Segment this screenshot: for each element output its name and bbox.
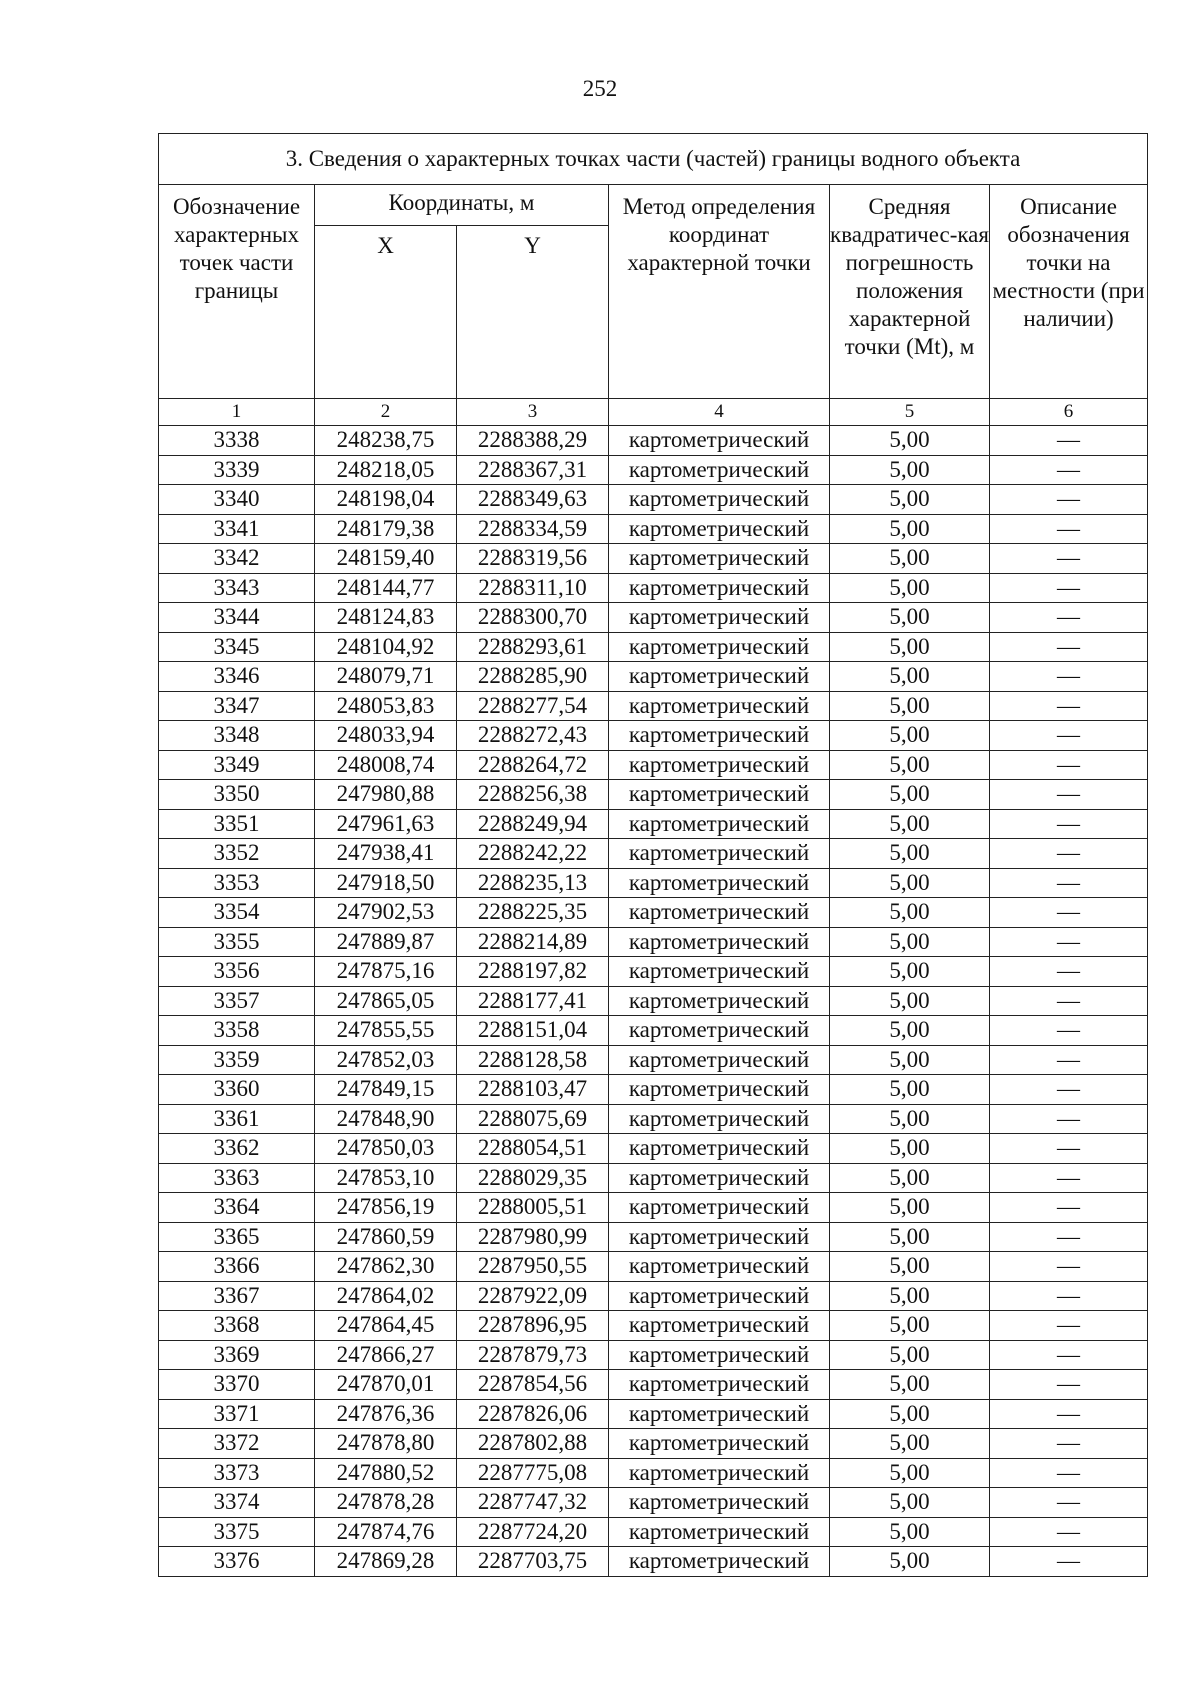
header-description: Описание обозначения точки на местности (при наличии) xyxy=(990,185,1148,399)
y-coordinate-cell: 2288225,35 xyxy=(457,898,609,928)
y-coordinate-cell: 2288197,82 xyxy=(457,957,609,987)
y-coordinate-cell: 2288103,47 xyxy=(457,1075,609,1105)
method-cell: картометрический xyxy=(609,839,830,869)
mean-error-cell: 5,00 xyxy=(830,780,990,810)
x-coordinate-cell: 248238,75 xyxy=(315,426,457,456)
description-cell: — xyxy=(990,721,1148,751)
mean-error-cell: 5,00 xyxy=(830,927,990,957)
y-coordinate-cell: 2288005,51 xyxy=(457,1193,609,1223)
point-id-cell: 3371 xyxy=(159,1399,315,1429)
table-row xyxy=(159,544,1148,574)
mean-error-cell: 5,00 xyxy=(830,1104,990,1134)
y-coordinate-cell: 2287724,20 xyxy=(457,1517,609,1547)
description-cell: — xyxy=(990,1370,1148,1400)
mean-error-cell: 5,00 xyxy=(830,750,990,780)
point-id-cell: 3353 xyxy=(159,868,315,898)
description-cell: — xyxy=(990,455,1148,485)
x-coordinate-cell: 248198,04 xyxy=(315,485,457,515)
y-coordinate-cell: 2288214,89 xyxy=(457,927,609,957)
description-cell: — xyxy=(990,927,1148,957)
mean-error-cell: 5,00 xyxy=(830,839,990,869)
method-cell: картометрический xyxy=(609,1547,830,1577)
description-cell: — xyxy=(990,1134,1148,1164)
description-cell: — xyxy=(990,1340,1148,1370)
description-cell: — xyxy=(990,573,1148,603)
header-method: Метод определения координат характерной точки xyxy=(609,185,830,399)
method-cell: картометрический xyxy=(609,1517,830,1547)
method-cell: картометрический xyxy=(609,957,830,987)
description-cell: — xyxy=(990,691,1148,721)
method-cell: картометрический xyxy=(609,1399,830,1429)
table-row xyxy=(159,957,1148,987)
description-cell: — xyxy=(990,750,1148,780)
point-id-cell: 3376 xyxy=(159,1547,315,1577)
point-id-cell: 3363 xyxy=(159,1163,315,1193)
description-cell: — xyxy=(990,1045,1148,1075)
method-cell: картометрический xyxy=(609,780,830,810)
point-id-cell: 3344 xyxy=(159,603,315,633)
mean-error-cell: 5,00 xyxy=(830,809,990,839)
header-mean-error: Средняя квадратичес-кая погрешность положения характерной точки (Mt), м xyxy=(830,185,990,399)
x-coordinate-cell: 247856,19 xyxy=(315,1193,457,1223)
table-row xyxy=(159,1547,1148,1577)
x-coordinate-cell: 247852,03 xyxy=(315,1045,457,1075)
mean-error-cell: 5,00 xyxy=(830,1311,990,1341)
mean-error-cell: 5,00 xyxy=(830,544,990,574)
mean-error-cell: 5,00 xyxy=(830,1399,990,1429)
mean-error-cell: 5,00 xyxy=(830,1222,990,1252)
y-coordinate-cell: 2287922,09 xyxy=(457,1281,609,1311)
point-id-cell: 3374 xyxy=(159,1488,315,1518)
mean-error-cell: 5,00 xyxy=(830,1193,990,1223)
point-id-cell: 3360 xyxy=(159,1075,315,1105)
table-row xyxy=(159,1075,1148,1105)
x-coordinate-cell: 247860,59 xyxy=(315,1222,457,1252)
mean-error-cell: 5,00 xyxy=(830,1075,990,1105)
y-coordinate-cell: 2288177,41 xyxy=(457,986,609,1016)
mean-error-cell: 5,00 xyxy=(830,986,990,1016)
mean-error-cell: 5,00 xyxy=(830,1252,990,1282)
table-row xyxy=(159,1045,1148,1075)
x-coordinate-cell: 247853,10 xyxy=(315,1163,457,1193)
mean-error-cell: 5,00 xyxy=(830,1281,990,1311)
y-coordinate-cell: 2288300,70 xyxy=(457,603,609,633)
table-row xyxy=(159,632,1148,662)
description-cell: — xyxy=(990,662,1148,692)
table-row xyxy=(159,721,1148,751)
method-cell: картометрический xyxy=(609,662,830,692)
method-cell: картометрический xyxy=(609,1458,830,1488)
x-coordinate-cell: 248218,05 xyxy=(315,455,457,485)
table-row xyxy=(159,691,1148,721)
table-row xyxy=(159,1163,1148,1193)
description-cell: — xyxy=(990,1517,1148,1547)
method-cell: картометрический xyxy=(609,809,830,839)
mean-error-cell: 5,00 xyxy=(830,573,990,603)
column-number: 1 xyxy=(159,399,315,426)
point-id-cell: 3372 xyxy=(159,1429,315,1459)
mean-error-cell: 5,00 xyxy=(830,1547,990,1577)
mean-error-cell: 5,00 xyxy=(830,1340,990,1370)
method-cell: картометрический xyxy=(609,1193,830,1223)
table-row xyxy=(159,868,1148,898)
table-row xyxy=(159,573,1148,603)
mean-error-cell: 5,00 xyxy=(830,603,990,633)
description-cell: — xyxy=(990,426,1148,456)
description-cell: — xyxy=(990,603,1148,633)
mean-error-cell: 5,00 xyxy=(830,485,990,515)
mean-error-cell: 5,00 xyxy=(830,514,990,544)
table-row xyxy=(159,514,1148,544)
description-cell: — xyxy=(990,1429,1148,1459)
x-coordinate-cell: 247862,30 xyxy=(315,1252,457,1282)
y-coordinate-cell: 2287703,75 xyxy=(457,1547,609,1577)
y-coordinate-cell: 2288272,43 xyxy=(457,721,609,751)
mean-error-cell: 5,00 xyxy=(830,691,990,721)
y-coordinate-cell: 2287747,32 xyxy=(457,1488,609,1518)
header-y: Y xyxy=(457,226,609,399)
x-coordinate-cell: 248079,71 xyxy=(315,662,457,692)
y-coordinate-cell: 2288128,58 xyxy=(457,1045,609,1075)
method-cell: картометрический xyxy=(609,514,830,544)
column-number: 3 xyxy=(457,399,609,426)
x-coordinate-cell: 247855,55 xyxy=(315,1016,457,1046)
point-id-cell: 3370 xyxy=(159,1370,315,1400)
mean-error-cell: 5,00 xyxy=(830,632,990,662)
method-cell: картометрический xyxy=(609,1340,830,1370)
method-cell: картометрический xyxy=(609,1075,830,1105)
y-coordinate-cell: 2288349,63 xyxy=(457,485,609,515)
description-cell: — xyxy=(990,1193,1148,1223)
point-id-cell: 3369 xyxy=(159,1340,315,1370)
table-row xyxy=(159,1016,1148,1046)
point-id-cell: 3362 xyxy=(159,1134,315,1164)
table-row xyxy=(159,1429,1148,1459)
y-coordinate-cell: 2288235,13 xyxy=(457,868,609,898)
point-id-cell: 3341 xyxy=(159,514,315,544)
method-cell: картометрический xyxy=(609,1370,830,1400)
description-cell: — xyxy=(990,1222,1148,1252)
table-row xyxy=(159,1193,1148,1223)
description-cell: — xyxy=(990,957,1148,987)
point-id-cell: 3368 xyxy=(159,1311,315,1341)
y-coordinate-cell: 2288151,04 xyxy=(457,1016,609,1046)
point-id-cell: 3350 xyxy=(159,780,315,810)
method-cell: картометрический xyxy=(609,1134,830,1164)
point-id-cell: 3339 xyxy=(159,455,315,485)
column-number: 5 xyxy=(830,399,990,426)
method-cell: картометрический xyxy=(609,1222,830,1252)
method-cell: картометрический xyxy=(609,1252,830,1282)
point-id-cell: 3351 xyxy=(159,809,315,839)
method-cell: картометрический xyxy=(609,1281,830,1311)
y-coordinate-cell: 2288264,72 xyxy=(457,750,609,780)
x-coordinate-cell: 248159,40 xyxy=(315,544,457,574)
x-coordinate-cell: 247849,15 xyxy=(315,1075,457,1105)
x-coordinate-cell: 247869,28 xyxy=(315,1547,457,1577)
table-row xyxy=(159,780,1148,810)
column-number: 6 xyxy=(990,399,1148,426)
y-coordinate-cell: 2288367,31 xyxy=(457,455,609,485)
header-point-designation: Обозначение характерных точек части границы xyxy=(159,185,315,399)
header-x: X xyxy=(315,226,457,399)
method-cell: картометрический xyxy=(609,721,830,751)
point-id-cell: 3355 xyxy=(159,927,315,957)
y-coordinate-cell: 2287980,99 xyxy=(457,1222,609,1252)
table-row xyxy=(159,927,1148,957)
y-coordinate-cell: 2288293,61 xyxy=(457,632,609,662)
point-id-cell: 3375 xyxy=(159,1517,315,1547)
description-cell: — xyxy=(990,839,1148,869)
mean-error-cell: 5,00 xyxy=(830,1488,990,1518)
description-cell: — xyxy=(990,1547,1148,1577)
table-title: 3. Сведения о характерных точках части (частей) границы водного объекта xyxy=(159,134,1148,185)
point-id-cell: 3364 xyxy=(159,1193,315,1223)
point-id-cell: 3347 xyxy=(159,691,315,721)
table-row xyxy=(159,986,1148,1016)
y-coordinate-cell: 2288388,29 xyxy=(457,426,609,456)
table-row xyxy=(159,1281,1148,1311)
point-id-cell: 3359 xyxy=(159,1045,315,1075)
y-coordinate-cell: 2287896,95 xyxy=(457,1311,609,1341)
description-cell: — xyxy=(990,1252,1148,1282)
table-row xyxy=(159,1104,1148,1134)
mean-error-cell: 5,00 xyxy=(830,868,990,898)
method-cell: картометрический xyxy=(609,603,830,633)
x-coordinate-cell: 248179,38 xyxy=(315,514,457,544)
mean-error-cell: 5,00 xyxy=(830,1429,990,1459)
point-id-cell: 3356 xyxy=(159,957,315,987)
x-coordinate-cell: 247866,27 xyxy=(315,1340,457,1370)
table-row xyxy=(159,898,1148,928)
method-cell: картометрический xyxy=(609,1311,830,1341)
y-coordinate-cell: 2288029,35 xyxy=(457,1163,609,1193)
table-row xyxy=(159,1252,1148,1282)
point-id-cell: 3367 xyxy=(159,1281,315,1311)
x-coordinate-cell: 247875,16 xyxy=(315,957,457,987)
table-row xyxy=(159,1222,1148,1252)
table-row xyxy=(159,426,1148,456)
description-cell: — xyxy=(990,1104,1148,1134)
table-row xyxy=(159,1488,1148,1518)
x-coordinate-cell: 247878,80 xyxy=(315,1429,457,1459)
point-id-cell: 3338 xyxy=(159,426,315,456)
mean-error-cell: 5,00 xyxy=(830,1045,990,1075)
point-id-cell: 3357 xyxy=(159,986,315,1016)
description-cell: — xyxy=(990,1016,1148,1046)
table-row xyxy=(159,662,1148,692)
y-coordinate-cell: 2288311,10 xyxy=(457,573,609,603)
method-cell: картометрический xyxy=(609,1104,830,1134)
x-coordinate-cell: 247850,03 xyxy=(315,1134,457,1164)
x-coordinate-cell: 247889,87 xyxy=(315,927,457,957)
table-row xyxy=(159,809,1148,839)
mean-error-cell: 5,00 xyxy=(830,1517,990,1547)
y-coordinate-cell: 2288319,56 xyxy=(457,544,609,574)
mean-error-cell: 5,00 xyxy=(830,1163,990,1193)
mean-error-cell: 5,00 xyxy=(830,426,990,456)
page-number: 252 xyxy=(582,76,618,101)
y-coordinate-cell: 2287802,88 xyxy=(457,1429,609,1459)
point-id-cell: 3358 xyxy=(159,1016,315,1046)
table-row xyxy=(159,1517,1148,1547)
mean-error-cell: 5,00 xyxy=(830,662,990,692)
description-cell: — xyxy=(990,986,1148,1016)
table-row xyxy=(159,1399,1148,1429)
method-cell: картометрический xyxy=(609,426,830,456)
description-cell: — xyxy=(990,632,1148,662)
x-coordinate-cell: 247902,53 xyxy=(315,898,457,928)
table-row xyxy=(159,1134,1148,1164)
y-coordinate-cell: 2288277,54 xyxy=(457,691,609,721)
description-cell: — xyxy=(990,1163,1148,1193)
description-cell: — xyxy=(990,868,1148,898)
description-cell: — xyxy=(990,898,1148,928)
point-id-cell: 3373 xyxy=(159,1458,315,1488)
x-coordinate-cell: 247864,45 xyxy=(315,1311,457,1341)
y-coordinate-cell: 2288334,59 xyxy=(457,514,609,544)
description-cell: — xyxy=(990,514,1148,544)
point-id-cell: 3342 xyxy=(159,544,315,574)
x-coordinate-cell: 248104,92 xyxy=(315,632,457,662)
y-coordinate-cell: 2287775,08 xyxy=(457,1458,609,1488)
table-row xyxy=(159,1311,1148,1341)
description-cell: — xyxy=(990,809,1148,839)
point-id-cell: 3365 xyxy=(159,1222,315,1252)
description-cell: — xyxy=(990,544,1148,574)
x-coordinate-cell: 247980,88 xyxy=(315,780,457,810)
x-coordinate-cell: 247938,41 xyxy=(315,839,457,869)
table-row xyxy=(159,1370,1148,1400)
x-coordinate-cell: 248144,77 xyxy=(315,573,457,603)
x-coordinate-cell: 247880,52 xyxy=(315,1458,457,1488)
y-coordinate-cell: 2287854,56 xyxy=(457,1370,609,1400)
x-coordinate-cell: 248124,83 xyxy=(315,603,457,633)
description-cell: — xyxy=(990,1281,1148,1311)
method-cell: картометрический xyxy=(609,691,830,721)
point-id-cell: 3354 xyxy=(159,898,315,928)
y-coordinate-cell: 2287826,06 xyxy=(457,1399,609,1429)
x-coordinate-cell: 247870,01 xyxy=(315,1370,457,1400)
table-row xyxy=(159,1340,1148,1370)
y-coordinate-cell: 2288285,90 xyxy=(457,662,609,692)
x-coordinate-cell: 247918,50 xyxy=(315,868,457,898)
point-id-cell: 3346 xyxy=(159,662,315,692)
y-coordinate-cell: 2288054,51 xyxy=(457,1134,609,1164)
y-coordinate-cell: 2288075,69 xyxy=(457,1104,609,1134)
mean-error-cell: 5,00 xyxy=(830,721,990,751)
x-coordinate-cell: 247874,76 xyxy=(315,1517,457,1547)
x-coordinate-cell: 248033,94 xyxy=(315,721,457,751)
x-coordinate-cell: 247848,90 xyxy=(315,1104,457,1134)
y-coordinate-cell: 2287879,73 xyxy=(457,1340,609,1370)
point-id-cell: 3366 xyxy=(159,1252,315,1282)
description-cell: — xyxy=(990,780,1148,810)
mean-error-cell: 5,00 xyxy=(830,455,990,485)
x-coordinate-cell: 248008,74 xyxy=(315,750,457,780)
method-cell: картометрический xyxy=(609,1045,830,1075)
mean-error-cell: 5,00 xyxy=(830,1016,990,1046)
column-number: 2 xyxy=(315,399,457,426)
point-id-cell: 3348 xyxy=(159,721,315,751)
method-cell: картометрический xyxy=(609,868,830,898)
header-coordinates: Координаты, м xyxy=(315,185,609,226)
method-cell: картометрический xyxy=(609,750,830,780)
description-cell: — xyxy=(990,1399,1148,1429)
x-coordinate-cell: 247865,05 xyxy=(315,986,457,1016)
method-cell: картометрический xyxy=(609,544,830,574)
point-id-cell: 3343 xyxy=(159,573,315,603)
mean-error-cell: 5,00 xyxy=(830,1458,990,1488)
description-cell: — xyxy=(990,1488,1148,1518)
column-number: 4 xyxy=(609,399,830,426)
table-row xyxy=(159,1458,1148,1488)
y-coordinate-cell: 2287950,55 xyxy=(457,1252,609,1282)
method-cell: картометрический xyxy=(609,455,830,485)
y-coordinate-cell: 2288256,38 xyxy=(457,780,609,810)
mean-error-cell: 5,00 xyxy=(830,898,990,928)
description-cell: — xyxy=(990,1075,1148,1105)
method-cell: картометрический xyxy=(609,927,830,957)
mean-error-cell: 5,00 xyxy=(830,1370,990,1400)
point-id-cell: 3349 xyxy=(159,750,315,780)
description-cell: — xyxy=(990,485,1148,515)
table-row xyxy=(159,603,1148,633)
method-cell: картометрический xyxy=(609,986,830,1016)
x-coordinate-cell: 247864,02 xyxy=(315,1281,457,1311)
method-cell: картометрический xyxy=(609,1016,830,1046)
method-cell: картометрический xyxy=(609,898,830,928)
x-coordinate-cell: 247878,28 xyxy=(315,1488,457,1518)
table-body xyxy=(159,426,1148,1577)
method-cell: картометрический xyxy=(609,1488,830,1518)
method-cell: картометрический xyxy=(609,632,830,662)
mean-error-cell: 5,00 xyxy=(830,1134,990,1164)
table-row xyxy=(159,839,1148,869)
mean-error-cell: 5,00 xyxy=(830,957,990,987)
point-id-cell: 3361 xyxy=(159,1104,315,1134)
table-row xyxy=(159,455,1148,485)
coordinates-table xyxy=(158,133,1148,1577)
y-coordinate-cell: 2288249,94 xyxy=(457,809,609,839)
point-id-cell: 3340 xyxy=(159,485,315,515)
method-cell: картометрический xyxy=(609,573,830,603)
method-cell: картометрический xyxy=(609,1163,830,1193)
method-cell: картометрический xyxy=(609,1429,830,1459)
x-coordinate-cell: 247961,63 xyxy=(315,809,457,839)
x-coordinate-cell: 247876,36 xyxy=(315,1399,457,1429)
method-cell: картометрический xyxy=(609,485,830,515)
description-cell: — xyxy=(990,1311,1148,1341)
point-id-cell: 3352 xyxy=(159,839,315,869)
description-cell: — xyxy=(990,1458,1148,1488)
table-row xyxy=(159,485,1148,515)
y-coordinate-cell: 2288242,22 xyxy=(457,839,609,869)
x-coordinate-cell: 248053,83 xyxy=(315,691,457,721)
point-id-cell: 3345 xyxy=(159,632,315,662)
table-row xyxy=(159,750,1148,780)
